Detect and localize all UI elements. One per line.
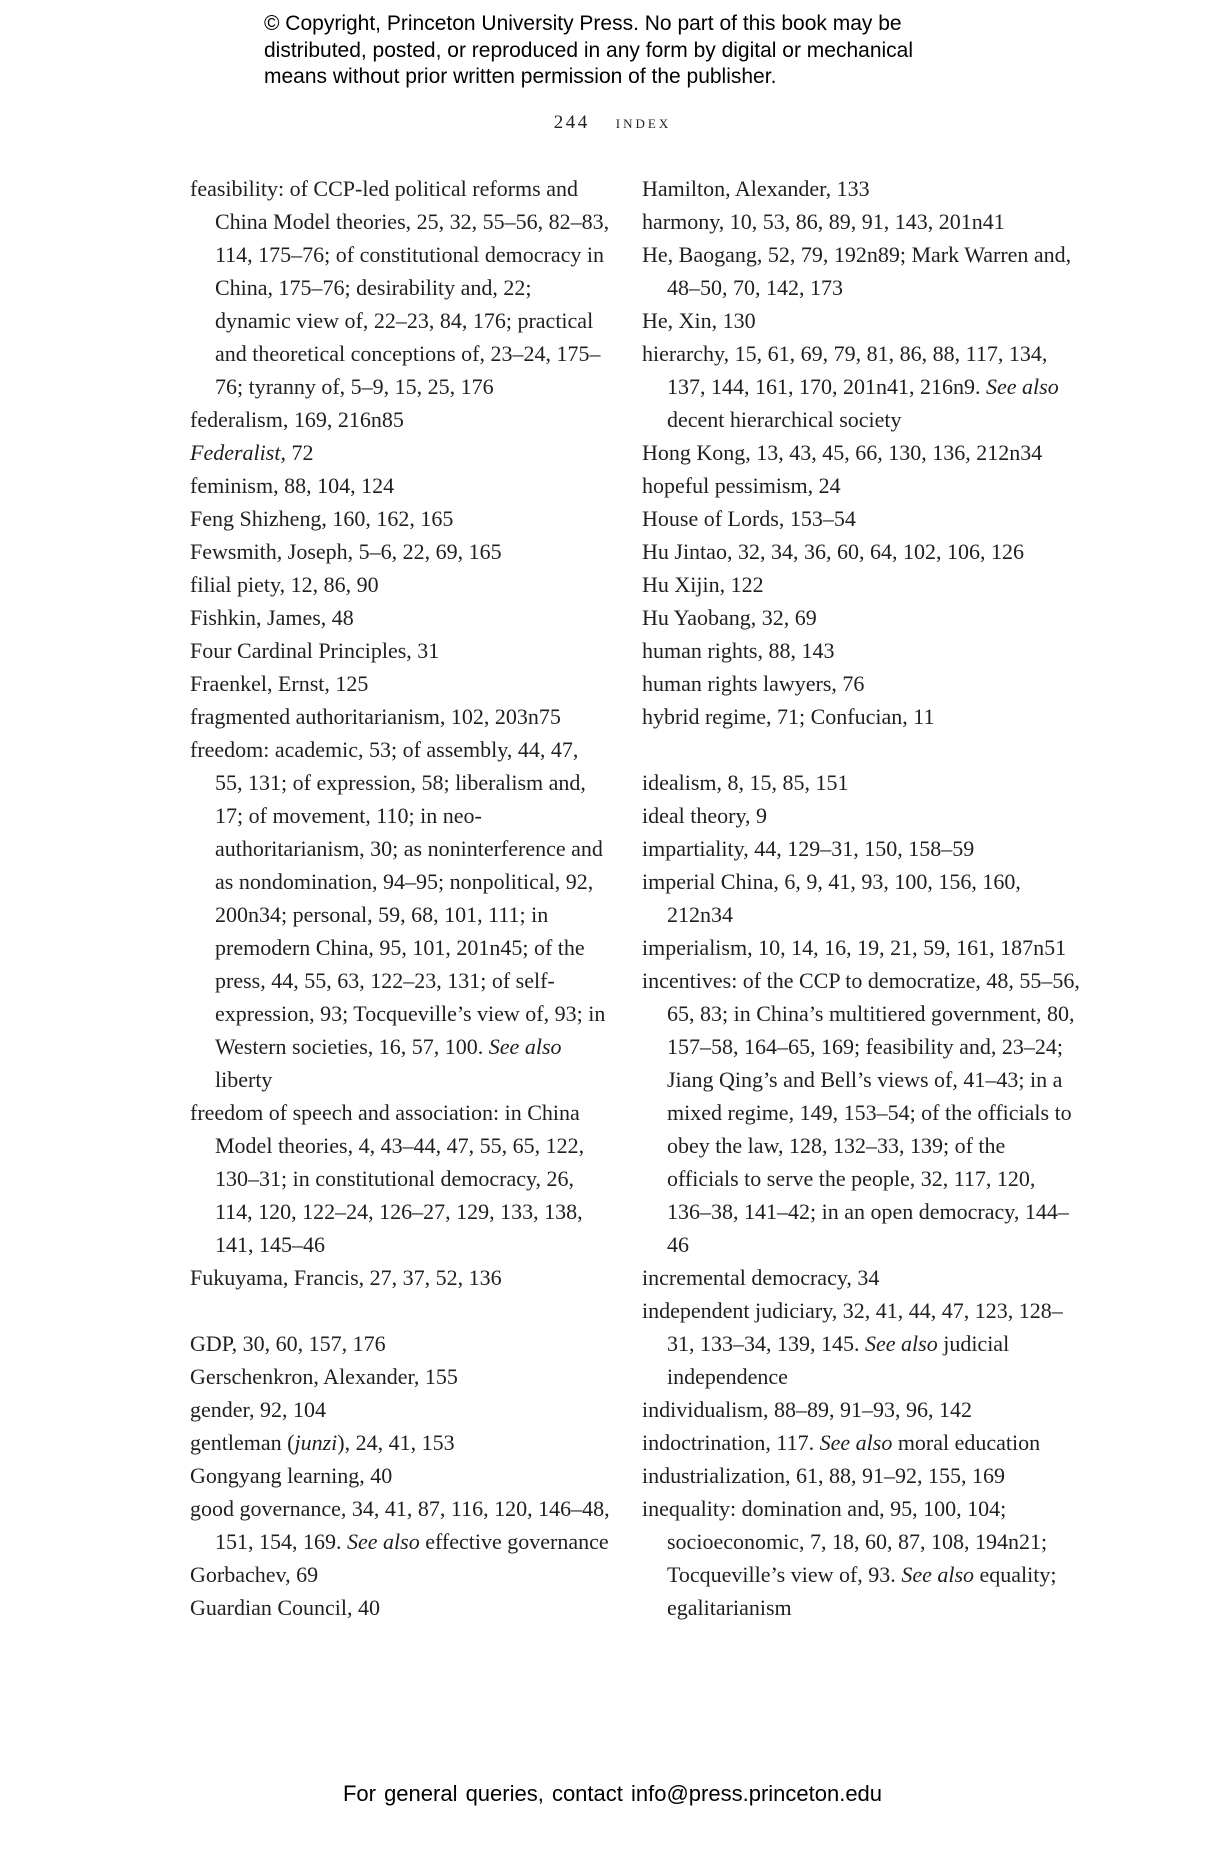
index-entry [642, 634, 1082, 667]
index-entry [642, 1426, 1082, 1459]
entry-text: good governance, 34, 41, 87, 116, 120, 146–48, 151, 154, 169. [190, 1496, 610, 1554]
index-entry [190, 1261, 610, 1294]
entry-text: House of Lords, 153–54 [642, 506, 856, 531]
copyright-line: distributed, posted, or reproduced in any form by digital or mechanical [264, 38, 914, 62]
entry-text: Four Cardinal Principles, 31 [190, 638, 440, 663]
index-entry [190, 403, 610, 436]
index-entry [642, 535, 1082, 568]
entry-italic: See also [347, 1529, 420, 1554]
entry-text: impartiality, 44, 129–31, 150, 158–59 [642, 836, 975, 861]
index-entry [642, 601, 1082, 634]
copyright-notice [264, 11, 984, 91]
index-entry [642, 667, 1082, 700]
index-entry [190, 634, 610, 667]
entry-text: Hong Kong, 13, 43, 45, 66, 130, 136, 212n34 [642, 440, 1043, 465]
entry-text: Hamilton, Alexander, 133 [642, 176, 870, 201]
entry-text: Hu Jintao, 32, 34, 36, 60, 64, 102, 106, 126 [642, 539, 1024, 564]
entry-text: imperialism, 10, 14, 16, 19, 21, 59, 161, 187n51 [642, 935, 1067, 960]
entry-text: freedom: academic, 53; of assembly, 44, 47, 55, 131; of expression, 58; liberalism and, 17; of movement, 110; in neo-authoritarianism, 30; as noninterference and as nondomination, 94–95; nonpolitical, 92, 200n34; personal, 59, 68, 101, 111; in premodern China, 95, 101, 201n45; of the press, 44, 55, 63, 122–23, 131; of self-expression, 93; Tocqueville’s view of, 93; in Western societies, 16, 57, 100. [190, 737, 606, 1059]
copyright-line: means without prior written permission of the publisher. [264, 65, 777, 88]
entry-text: fragmented authoritarianism, 102, 203n75 [190, 704, 561, 729]
entry-text: He, Baogang, 52, 79, 192n89; Mark Warren and, 48–50, 70, 142, 173 [642, 242, 1072, 300]
index-entry [642, 1459, 1082, 1492]
index-entry [190, 535, 610, 568]
index-entry [190, 1360, 610, 1393]
entry-text: incremental democracy, 34 [642, 1265, 880, 1290]
entry-italic: See also [986, 374, 1059, 399]
entry-text: hierarchy, 15, 61, 69, 79, 81, 86, 88, 117, 134, 137, 144, 161, 170, 201n41, 216n9. [642, 341, 1048, 399]
index-entry [642, 436, 1082, 469]
index-entry [190, 502, 610, 535]
entry-text: Fewsmith, Joseph, 5–6, 22, 69, 165 [190, 539, 502, 564]
index-entry [190, 1492, 610, 1558]
index-entry [190, 1393, 610, 1426]
entry-italic: See also [865, 1331, 938, 1356]
entry-italic: See also [488, 1034, 562, 1059]
entry-text: imperial China, 6, 9, 41, 93, 100, 156, 160, 212n34 [642, 869, 1021, 927]
entry-text: industrialization, 61, 88, 91–92, 155, 169 [642, 1463, 1005, 1488]
entry-text-tail: judicial independence [667, 1331, 1010, 1389]
entry-text: independent judiciary, 32, 41, 44, 47, 123, 128–31, 133–34, 139, 145. [642, 1298, 1063, 1356]
entry-text: idealism, 8, 15, 85, 151 [642, 770, 849, 795]
index-entry [190, 568, 610, 601]
entry-text: harmony, 10, 53, 86, 89, 91, 143, 201n41 [642, 209, 1005, 234]
index-entry [642, 964, 1082, 1261]
entry-italic: Federalist [190, 440, 281, 465]
entry-text-tail: ), 24, 41, 153 [337, 1430, 455, 1455]
entry-text: hybrid regime, 71; Confucian, 11 [642, 704, 935, 729]
entry-text: ideal theory, 9 [642, 803, 768, 828]
entry-text: Hu Yaobang, 32, 69 [642, 605, 817, 630]
index-entry [642, 1261, 1082, 1294]
entry-text: Fishkin, James, 48 [190, 605, 354, 630]
index-entry [642, 799, 1082, 832]
running-head [0, 112, 1225, 134]
index-entry [190, 733, 610, 1096]
footer-contact: For general queries, contact info@press.princeton.edu [342, 1781, 883, 1806]
entry-text-tail: liberty [215, 1067, 273, 1092]
section-title: index [615, 112, 672, 133]
entry-text-tail: moral education [892, 1430, 1041, 1455]
letter-group-gap [190, 1294, 610, 1327]
entry-text-tail: equality; egalitarianism [667, 1562, 1057, 1620]
index-entry [190, 1327, 610, 1360]
entry-text-tail: effective governance [419, 1529, 609, 1554]
index-entry [642, 832, 1082, 865]
index-entry [642, 205, 1082, 238]
index-entry [190, 667, 610, 700]
index-entry [642, 172, 1082, 205]
entry-text: gender, 92, 104 [190, 1397, 326, 1422]
entry-text: GDP, 30, 60, 157, 176 [190, 1331, 386, 1356]
index-entry [642, 238, 1082, 304]
entry-text: , 72 [280, 440, 314, 465]
entry-text: filial piety, 12, 86, 90 [190, 572, 379, 597]
entry-text-tail: decent hierarchical society [667, 407, 902, 432]
index-entry [642, 304, 1082, 337]
index-entry [642, 766, 1082, 799]
entry-text: Hu Xijin, 122 [642, 572, 764, 597]
entry-text: Fraenkel, Ernst, 125 [190, 671, 369, 696]
copyright-line: © Copyright, Princeton University Press. No part of this book may be [264, 12, 902, 35]
index-entry [190, 1591, 610, 1624]
index-entry [190, 700, 610, 733]
letter-group-gap [642, 733, 1082, 766]
index-entry [642, 337, 1082, 436]
entry-text: Gerschenkron, Alexander, 155 [190, 1364, 458, 1389]
entry-text: incentives: of the CCP to democratize, 48, 55–56, 65, 83; in China’s multitiered government, 80, 157–58, 164–65, 169; feasibility and, 23–24; Jiang Qing’s and Bell’s views of, 41–43; in a mixed regime, 149, 153–54; of the officials to obey the law, 128, 132–33, 139; of the officials to serve the people, 32, 117, 120, 136–38, 141–42; in an open democracy, 144–46 [642, 968, 1080, 1257]
entry-text: indoctrination, 117. [642, 1430, 820, 1455]
entry-text: individualism, 88–89, 91–93, 96, 142 [642, 1397, 972, 1422]
entry-text: inequality: domination and, 95, 100, 104; socioeconomic, 7, 18, 60, 87, 108, 194n21; Tocqueville’s view of, 93. [642, 1496, 1048, 1587]
index-column-right [642, 172, 1082, 1624]
entry-italic: junzi [294, 1430, 338, 1455]
index-entry [642, 502, 1082, 535]
entry-text: feasibility: of CCP-led political reforms and China Model theories, 25, 32, 55–56, 82–83, 114, 175–76; of constitutional democracy in China, 175–76; desirability and, 22; dynamic view of, 22–23, 84, 176; practical and theoretical conceptions of, 23–24, 175–76; tyranny of, 5–9, 15, 25, 176 [190, 176, 610, 399]
index-entry [642, 865, 1082, 931]
entry-text: human rights lawyers, 76 [642, 671, 865, 696]
entry-text: Fukuyama, Francis, 27, 37, 52, 136 [190, 1265, 502, 1290]
entry-text: Guardian Council, 40 [190, 1595, 381, 1620]
index-entry [190, 436, 610, 469]
index-entry [190, 1096, 610, 1261]
entry-text: hopeful pessimism, 24 [642, 473, 841, 498]
entry-text: federalism, 169, 216n85 [190, 407, 404, 432]
index-entry [642, 1492, 1082, 1624]
entry-text: Feng Shizheng, 160, 162, 165 [190, 506, 454, 531]
index-entry [642, 931, 1082, 964]
entry-italic: See also [901, 1562, 975, 1587]
index-entry [190, 1459, 610, 1492]
index-entry [190, 1426, 610, 1459]
entry-text: human rights, 88, 143 [642, 638, 835, 663]
index-entry [190, 601, 610, 634]
entry-text: He, Xin, 130 [642, 308, 756, 333]
entry-text: freedom of speech and association: in China Model theories, 4, 43–44, 47, 55, 65, 122, 130–31; in constitutional democracy, 26, 114, 120, 122–24, 126–27, 129, 133, 138, 141, 145–46 [190, 1100, 585, 1257]
entry-text: gentleman ( [190, 1430, 295, 1455]
index-entry [642, 1393, 1082, 1426]
entry-text: Gongyang learning, 40 [190, 1463, 393, 1488]
index-entry [642, 568, 1082, 601]
index-entry [190, 172, 610, 403]
index-entry [642, 469, 1082, 502]
index-entry [190, 1558, 610, 1591]
index-column-left [190, 172, 610, 1624]
index-entry [642, 700, 1082, 733]
page-number: 244 [553, 112, 590, 133]
entry-text: feminism, 88, 104, 124 [190, 473, 395, 498]
entry-italic: See also [819, 1430, 893, 1455]
index-entry [642, 1294, 1082, 1393]
entry-text: Gorbachev, 69 [190, 1562, 319, 1587]
index-entry [190, 469, 610, 502]
